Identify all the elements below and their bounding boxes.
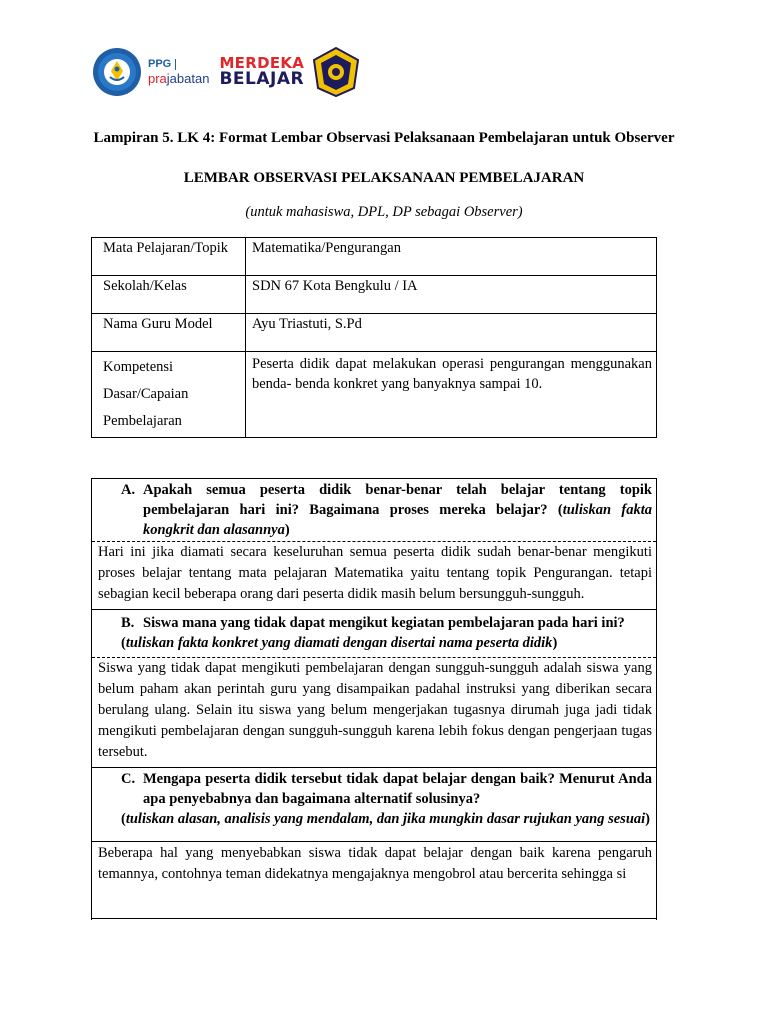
info-row (92, 238, 657, 276)
prajabatan-pra: pra (148, 71, 167, 86)
question-open: ( (121, 635, 126, 651)
question-hint: tuliskan fakta kongkrit dan alasannya (143, 502, 653, 538)
observation-questions (91, 478, 657, 920)
merdeka-belajar-logo (219, 56, 304, 88)
info-table (91, 237, 657, 438)
info-label (92, 352, 246, 438)
info-label: Mata Pelajaran/Topik (92, 238, 246, 276)
page-subtitle: (untuk mahasiswa, DPL, DP sebagai Observer) (245, 204, 523, 220)
info-label: Sekolah/Kelas (92, 276, 246, 314)
kd-label-line: Pembelajaran (103, 413, 182, 429)
tut-wuri-handayani-logo (92, 47, 142, 97)
question-c (92, 768, 656, 829)
info-value (246, 352, 657, 438)
info-label: Nama Guru Model (92, 314, 246, 352)
belajar-text: BELAJAR (219, 69, 305, 89)
question-a (92, 479, 656, 540)
table-bottom-border (91, 918, 657, 919)
kd-label-line: Kompetensi (103, 359, 174, 375)
question-text: Siswa mana yang tidak dapat mengikut kegiatan pembelajaran pada hari ini? (143, 615, 625, 631)
answer-c: Beberapa hal yang menyebabkan siswa tidak dapat belajar dengan baik karena pengaruh temannya, contohnya teman didekatnya mengajaknya mengobrol atau bercerita sehingga si (98, 845, 652, 882)
ppg-prajabatan-logo (148, 59, 209, 85)
info-value: SDN 67 Kota Bengkulu / IA (246, 276, 657, 314)
question-text: Apakah semua peserta didik benar-benar telah belajar tentang topik pembelajaran hari ini? Bagaimana proses mereka belajar? ( (143, 482, 652, 518)
info-row (92, 314, 657, 352)
info-value: Matematika/Pengurangan (246, 238, 657, 276)
info-row (92, 352, 657, 438)
header-logos (92, 44, 360, 100)
question-letter: A. (121, 482, 136, 498)
merdeka-text: MERDEKA (219, 54, 305, 72)
answer-b: Siswa yang tidak dapat mengikuti pembelajaran dengan sungguh-sungguh adalah siswa yang belum paham akan perintah guru yang disampaikan padahal instruksi yang diberikan secara berulang ulang. Selain itu siswa yang belum mengerjakan tugasnya dirumah juga jadi tidak mengikuti pembelajaran dengan sungguh-sungguh karena lebih fokus dengan pengerjaan tugas tersebut. (98, 660, 652, 760)
kd-label-line: Dasar/Capaian (103, 386, 189, 402)
question-close: ) (645, 811, 651, 827)
question-hint: tuliskan fakta konkret yang diamati dengan disertai nama peserta didik (125, 635, 553, 651)
question-text: Mengapa peserta didik tersebut tidak dapat belajar dengan baik? Menurut Anda apa penyebabnya dan bagaimana alternatif solusinya? (143, 771, 652, 807)
prajabatan-rest: jabatan (166, 71, 210, 86)
question-b (92, 610, 656, 653)
page-title: LEMBAR OBSERVASI PELAKSANAAN PEMBELAJARAN (183, 170, 585, 186)
ppg-label: PPG (148, 58, 172, 70)
question-hint: tuliskan alasan, analisis yang mendalam, dan jika mungkin dasar rujukan yang sesuai (125, 811, 646, 827)
university-emblem-logo (312, 46, 360, 98)
info-row (92, 276, 657, 314)
info-value: Ayu Triastuti, S.Pd (246, 314, 657, 352)
question-letter: C. (121, 771, 136, 787)
answer-a: Hari ini jika diamati secara keseluruhan semua peserta didik sudah benar-benar mengikuti proses belajar tentang mata pelajaran Matematika yaitu tentang topik Pengurangan. tetapi sebagian kecil beberapa orang dari peserta didik masih belum bersungguh-sungguh. (98, 544, 652, 602)
question-close: ) (284, 522, 290, 538)
question-open: ( (121, 811, 126, 827)
question-letter: B. (121, 615, 135, 631)
kd-value: Peserta didik dapat melakukan operasi pengurangan menggunakan benda- benda konkret yang banyaknya sampai 10. (252, 356, 652, 392)
lampiran-heading: Lampiran 5. LK 4: Format Lembar Observasi Pelaksanaan Pembelajaran untuk Observer (93, 130, 675, 146)
question-close: ) (552, 635, 558, 651)
